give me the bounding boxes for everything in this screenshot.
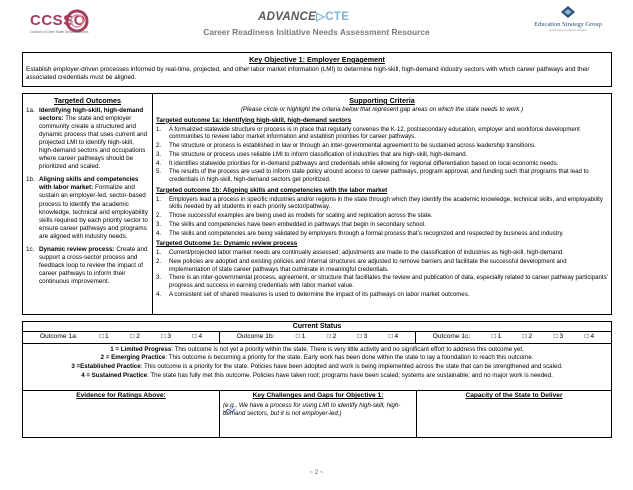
rating-checkbox[interactable]: □ 1 bbox=[491, 333, 502, 341]
criteria-number: 2. bbox=[156, 142, 162, 150]
criteria-item bbox=[156, 249, 608, 257]
criteria-text: The structure or process uses reliable LMI to inform classification of industries that are high-skill, high-demand. bbox=[169, 150, 468, 158]
advance-cte-logo bbox=[258, 9, 349, 23]
criteria-text: The skills and competencies are being validated by employers through a formal process that’s recognized and respected by business and industry. bbox=[169, 229, 564, 237]
capacity-column[interactable] bbox=[416, 391, 611, 437]
legend-text: : This outcome is not yet a priority within the state. There is very little activity and no significant effort to address this outcome yet. bbox=[171, 345, 524, 353]
rating-checkbox[interactable]: □ 1 bbox=[99, 333, 109, 341]
outcome-1a-rating bbox=[23, 332, 219, 343]
current-status-box bbox=[22, 321, 612, 391]
criteria-group-heading: Targeted outcome 1b: Aligning skills and competencies with the labor market bbox=[156, 186, 388, 194]
evidence-heading: Evidence for Ratings Above: bbox=[76, 392, 166, 399]
outcome-title: Dynamic review process: bbox=[39, 245, 115, 253]
outcome-number: 1c. bbox=[26, 245, 35, 253]
criteria-number: 1. bbox=[156, 195, 162, 203]
challenges-heading: Key Challenges and Gaps for Objective 1: bbox=[252, 392, 384, 399]
criteria-number: 1. bbox=[156, 249, 162, 257]
criteria-text: New policies are adopted and existing policies and internal structures are adjusted to remove barriers and facilitate the successful development and implementation of state career pathways that culminate in meaningful credentials. bbox=[169, 257, 567, 273]
esg-logo-name: Education Strategy Group bbox=[534, 21, 602, 29]
criteria-text: Current/projected labor market needs are continually assessed; adjustments are made to the classification of industries as high-skill, high-demand. bbox=[169, 249, 564, 257]
criteria-text: A formalized statewide structure or process is in place that regularly convenes the K-12, postsecondary education, employer and workforce development communities to review labor market information and establish priorities for career pathways. bbox=[169, 125, 580, 141]
outcome-body bbox=[39, 176, 149, 240]
rating-legend-item bbox=[23, 364, 611, 370]
outcome-rating-label: Outcome 1b: bbox=[236, 333, 275, 341]
cte-logo-text: CTE bbox=[325, 11, 350, 23]
outcome-item bbox=[26, 246, 149, 286]
rating-checkbox[interactable]: □ 3 bbox=[553, 333, 564, 341]
criteria-item bbox=[156, 142, 608, 150]
rating-checkbox[interactable]: □ 1 bbox=[295, 333, 306, 341]
criteria-item bbox=[156, 212, 608, 220]
outcome-body bbox=[39, 246, 149, 286]
ccsso-logo-text: CCSSO bbox=[30, 12, 86, 29]
supporting-criteria-column bbox=[153, 94, 611, 301]
ccsso-logo-subtitle: Council of Chief State School Officers bbox=[30, 30, 89, 34]
key-objective-description: Establish employer-driven processes informed by real-time, projected, and other labor market information (LMI) to determine high-skill, high-demand industry sectors with which career pathways and their associated credentials must be aligned. bbox=[26, 66, 590, 82]
esg-logo bbox=[520, 6, 616, 32]
outcome-title: Aligning skills and competencies with labor market: bbox=[39, 176, 139, 192]
criteria-number: 3. bbox=[156, 274, 162, 282]
criteria-group-heading: Targeted Outcome 1c: Dynamic review process bbox=[156, 240, 298, 248]
key-objective-box bbox=[22, 52, 612, 87]
status-rating-row bbox=[23, 332, 611, 344]
esg-mark-icon bbox=[561, 6, 575, 18]
criteria-number: 3. bbox=[156, 220, 162, 228]
criteria-text: A consistent set of shared measures is used to determine the impact of its pathways on labor market outcomes. bbox=[169, 290, 470, 298]
assessment-notes-table bbox=[22, 391, 612, 438]
outcome-text: The state and employer community create a structured and dynamic process that uses current and projected LMI to identify high-skill, high-demand sectors and occupations where career pathways should be prioritized and scaled. bbox=[39, 115, 148, 171]
criteria-item bbox=[156, 196, 608, 211]
page-number: ~ 2 ~ bbox=[309, 470, 324, 476]
outcome-title: Identifying high-skill, high-demand sectors: bbox=[39, 107, 144, 123]
outcome-1c-rating bbox=[415, 332, 611, 343]
criteria-number: 1. bbox=[156, 125, 162, 133]
criteria-number: 5. bbox=[156, 168, 162, 176]
outcome-number: 1b. bbox=[26, 176, 35, 184]
criteria-text: Those successful examples are being used as models for scaling and replication across the state. bbox=[169, 212, 433, 220]
criteria-item bbox=[156, 274, 608, 289]
rating-checkbox[interactable]: □ 4 bbox=[584, 333, 595, 341]
criteria-item bbox=[156, 168, 608, 183]
outcome-item bbox=[26, 107, 149, 171]
outcomes-criteria-table bbox=[22, 93, 612, 315]
legend-text: : This outcome is becoming a priority for the state. Early work has been done within the state to lay a foundation to reach this outcome. bbox=[165, 354, 534, 362]
targeted-outcomes-column bbox=[23, 94, 152, 288]
advance-logo-text: ADVANCE bbox=[258, 11, 317, 23]
rating-checkbox[interactable]: □ 3 bbox=[357, 333, 368, 341]
criteria-text: Employers lead a process in specific industries and/or regions in the state through which they identify the academic knowledge, technical skills, and employability skills needed by all students in each priority sector/pathway. bbox=[169, 195, 603, 211]
outcome-item bbox=[26, 176, 149, 240]
challenges-example bbox=[223, 402, 413, 418]
criteria-item bbox=[156, 160, 608, 168]
criteria-number: 4. bbox=[156, 290, 162, 298]
criteria-item bbox=[156, 126, 608, 141]
criteria-item bbox=[156, 221, 608, 229]
legend-text: : The state has fully met this outcome. Policies have taken root; programs have been scaled; systems are sustainable; and no major work is needed. bbox=[147, 371, 553, 379]
criteria-number: 2. bbox=[156, 212, 162, 220]
criteria-item bbox=[156, 151, 608, 159]
example-prefix: (e.g. bbox=[223, 402, 236, 410]
legend-term: 1 = Limited Progress bbox=[110, 345, 172, 353]
criteria-text: The results of the process are used to inform state policy around access to career pathways, program approval, and funding such that programs that lead to credentials in high-skill, high-demand sectors get prioritized. bbox=[169, 168, 589, 184]
rating-checkbox[interactable]: □ 2 bbox=[130, 333, 140, 341]
example-text: , We have a process for using LMI to identify high-skill, high-demand sectors, but it is not employer-led.) bbox=[223, 402, 401, 417]
criteria-number: 2. bbox=[156, 257, 162, 265]
supporting-criteria-heading: Supporting Criteria bbox=[349, 96, 415, 105]
criteria-group-heading: Targeted outcome 1a: Identifying high-skill, high-demand sectors bbox=[156, 116, 352, 124]
esg-logo-tagline: Achieving Common Impact bbox=[548, 28, 588, 33]
criteria-text: It identifies statewide priorities for in-demand pathways and credentials while allowing for regional differentiation based on local economic needs. bbox=[169, 159, 559, 167]
outcome-rating-label: Outcome 1c: bbox=[432, 333, 471, 341]
chevron-right-icon: ▷ bbox=[316, 11, 326, 23]
rating-legend-item bbox=[23, 373, 611, 379]
criteria-item bbox=[156, 258, 608, 273]
evidence-column[interactable] bbox=[23, 391, 219, 437]
criteria-text: The structure or process is established in law or through an inter-governmental agreement to be sustained across leadership transitions. bbox=[169, 142, 536, 150]
rating-legend-item bbox=[23, 355, 611, 361]
legend-term: 3 =Established Practice bbox=[71, 362, 141, 370]
criteria-text: The skills and competencies have been embedded in pathways that begin in secondary school. bbox=[169, 220, 426, 228]
rating-checkbox[interactable]: □ 4 bbox=[192, 333, 203, 341]
legend-term: 4 = Sustained Practice bbox=[81, 371, 148, 379]
outcome-rating-label: Outcome 1a: bbox=[39, 333, 78, 341]
outcome-body bbox=[39, 107, 149, 171]
rating-legend-item bbox=[23, 347, 611, 353]
rating-checkbox[interactable]: □ 3 bbox=[161, 333, 171, 341]
targeted-outcomes-heading: Targeted Outcomes bbox=[54, 96, 121, 105]
criteria-item bbox=[156, 230, 608, 238]
criteria-number: 3. bbox=[156, 150, 162, 158]
outcome-number: 1a. bbox=[26, 107, 35, 114]
criteria-number: 4. bbox=[156, 229, 162, 237]
legend-term: 2 = Emerging Practice bbox=[100, 354, 166, 362]
criteria-instructions: (Please circle or highlight the criteria below that represent gap areas on which the state needs to work.) bbox=[240, 106, 524, 113]
key-objective-title: Key Objective 1: Employer Engagement bbox=[249, 55, 385, 64]
criteria-number: 4. bbox=[156, 159, 162, 167]
outcome-text: Create and support a cross-sector process and feedback loop to review the impact of career pathways to inform their continuous improvement. bbox=[39, 245, 148, 285]
page-header bbox=[0, 0, 633, 42]
rating-checkbox[interactable]: □ 2 bbox=[522, 333, 533, 341]
outcome-text: Formalize and sustain an employer-led, sector-based process to identify the academic knowledge, technical and employability skills required by each priority sector to ensure career pathways and programs are aligned with industry needs. bbox=[39, 184, 148, 240]
outcome-1b-rating bbox=[219, 332, 415, 343]
challenges-column[interactable] bbox=[219, 391, 416, 437]
criteria-text: There is an inter-governmental process, agreement, or structure that facilitates the review and publication of data, especially related to career pathway participants’ progress and success in earning credentials with labor market value. bbox=[169, 274, 608, 290]
rating-checkbox[interactable]: □ 2 bbox=[326, 333, 337, 341]
document-title: Career Readiness Initiative Needs Assessment Resource bbox=[203, 27, 430, 37]
legend-text: : This outcome is a priority for the state. Policies have been adopted and work is being implemented across the state that can be strengthened and scaled. bbox=[140, 362, 563, 370]
rating-checkbox[interactable]: □ 4 bbox=[388, 333, 399, 341]
current-status-title: Current Status bbox=[23, 322, 611, 332]
capacity-heading: Capacity of the State to Deliver bbox=[465, 392, 563, 399]
criteria-item bbox=[156, 291, 608, 299]
